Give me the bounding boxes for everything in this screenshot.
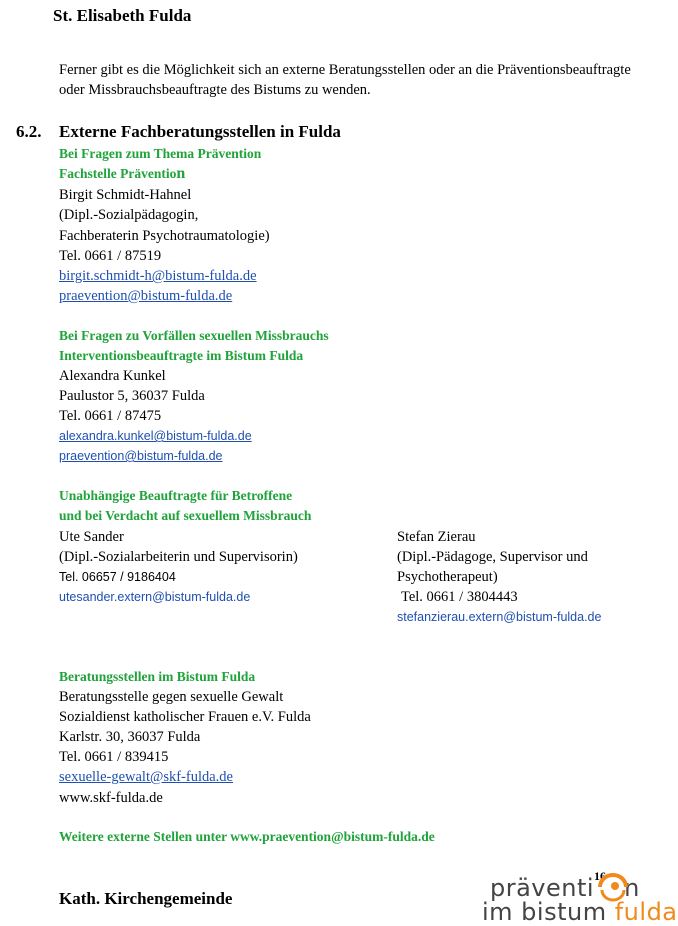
logo-line-2: im bistum fulda	[482, 898, 678, 926]
block4-address: Karlstr. 30, 36037 Fulda	[59, 729, 201, 745]
praevention-logo	[482, 874, 678, 926]
logo-line-1: präventi n	[490, 874, 640, 902]
block1-role-1: (Dipl.-Sozialpädagogin,	[59, 207, 199, 223]
block4-heading: Beratungsstellen im Bistum Fulda	[59, 669, 256, 684]
block4-line-1: Beratungsstelle gegen sexuelle Gewalt	[59, 689, 284, 705]
block4-web[interactable]: www.skf-fulda.de	[59, 790, 163, 806]
intro-line-1: Ferner gibt es die Möglichkeit sich an externe Beratungsstellen oder an die Präventionsbeauftragte	[59, 62, 631, 78]
block2-email-1[interactable]: alexandra.kunkel@bistum-fulda.de	[59, 429, 252, 443]
block2-email-2[interactable]: praevention@bistum-fulda.de	[59, 449, 223, 463]
block3-heading-2: und bei Verdacht auf sexuellem Missbrauch	[59, 508, 312, 523]
page-number: 16	[594, 869, 606, 883]
block2-phone: Tel. 0661 / 87475	[59, 408, 162, 424]
intro-line-2: oder Missbrauchsbeauftragte des Bistums zu wenden.	[59, 82, 371, 98]
block3-left-email[interactable]: utesander.extern@bistum-fulda.de	[59, 590, 251, 604]
block3-right-role-2: Psychotherapeut)	[397, 569, 498, 585]
block1-subheading: Fachstelle Prävention	[59, 165, 186, 182]
block1-phone: Tel. 0661 / 87519	[59, 248, 162, 264]
more-external-link: Weitere externe Stellen unter www.praevention@bistum-fulda.de	[59, 829, 435, 844]
section-title: Externe Fachberatungsstellen in Fulda	[59, 122, 341, 141]
block4-line-2: Sozialdienst katholischer Frauen e.V. Fulda	[59, 709, 311, 725]
block1-email-1[interactable]: birgit.schmidt-h@bistum-fulda.de	[59, 268, 257, 284]
block2-name: Alexandra Kunkel	[59, 368, 166, 384]
block1-heading: Bei Fragen zum Thema Prävention	[59, 146, 262, 161]
block2-address: Paulustor 5, 36037 Fulda	[59, 388, 205, 404]
block1-role-2: Fachberaterin Psychotraumatologie)	[59, 228, 270, 244]
block3-right-role-1: (Dipl.-Pädagoge, Supervisor und	[397, 549, 588, 565]
section-number: 6.2.	[16, 122, 42, 141]
block3-right-name: Stefan Zierau	[397, 529, 476, 545]
block3-right-email[interactable]: stefanzierau.extern@bistum-fulda.de	[397, 610, 602, 624]
block2-subheading: Interventionsbeauftragte im Bistum Fulda	[59, 348, 304, 363]
block3-heading-1: Unabhängige Beauftragte für Betroffene	[59, 488, 293, 503]
footer-title: Kath. Kirchengemeinde	[59, 889, 233, 908]
block3-left-name: Ute Sander	[59, 529, 124, 545]
block1-name: Birgit Schmidt-Hahnel	[59, 187, 192, 203]
block3-left-role: (Dipl.-Sozialarbeiterin und Supervisorin)	[59, 549, 298, 565]
page-header-title: St. Elisabeth Fulda	[53, 6, 192, 25]
block3-left-phone: Tel. 06657 / 9186404	[59, 570, 176, 584]
block2-heading: Bei Fragen zu Vorfällen sexuellen Missbrauchs	[59, 328, 329, 343]
block1-email-2[interactable]: praevention@bistum-fulda.de	[59, 288, 233, 304]
block4-phone: Tel. 0661 / 839415	[59, 749, 169, 765]
block3-right-phone: Tel. 0661 / 3804443	[401, 589, 518, 605]
block4-email[interactable]: sexuelle-gewalt@skf-fulda.de	[59, 769, 233, 785]
